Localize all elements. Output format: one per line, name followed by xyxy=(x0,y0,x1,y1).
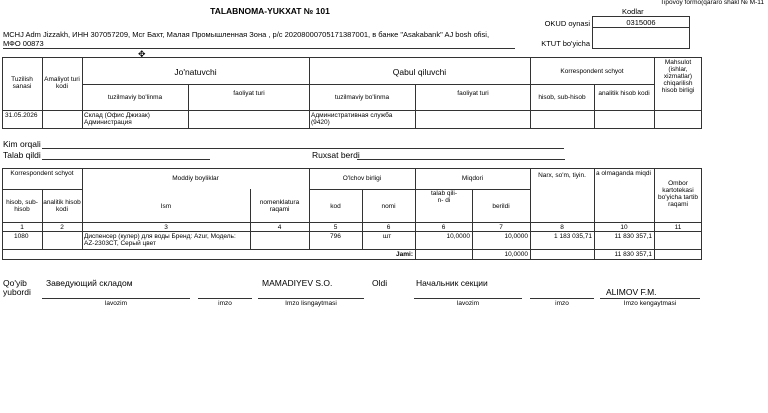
colnum-4: 4 xyxy=(277,224,282,231)
caption-decode-2: Imzo kengaytmasi xyxy=(623,300,677,307)
colnum-8: 8 xyxy=(560,224,564,231)
col2-nomenclature: nomenklatura raqami xyxy=(259,199,300,213)
col2-name: Ism xyxy=(160,203,172,210)
row-date: 31.05.2026 xyxy=(5,112,38,119)
move-cursor-icon: ✥ xyxy=(138,49,146,59)
col-receiver-division: tuzilmaviy bo'linma xyxy=(334,94,390,101)
row-receiver: Административная служба (9420) xyxy=(311,112,393,126)
position-1: Заведующий складом xyxy=(46,278,133,288)
total-issued: 10,0000 xyxy=(504,251,528,258)
col-sender-division: tuzilmaviy bo'linma xyxy=(107,94,163,101)
colnum-1: 1 xyxy=(20,224,24,231)
colnum-6: 6 xyxy=(386,224,391,231)
col-receiver-activity: faoliyat turi xyxy=(457,90,489,97)
col2-price: Narx, so'm, tiyin. xyxy=(538,172,586,179)
col2-issued: berildi xyxy=(492,203,510,210)
organization-line-1: MCHJ Adm Jizzakh, ИНН 307057209, Мсг Бахт, Малая Промышленная Зона , р/с 20208000705171387001, в банке "Asakabank" AJ bosh ofisi, xyxy=(3,30,490,39)
released-by-label: Qo'yib yubordi xyxy=(3,278,31,297)
caption-sign-1: imzo xyxy=(218,300,232,307)
col2-materials: Moddiy boyliklar xyxy=(172,175,219,182)
name-1: MAMADIYEV S.O. xyxy=(262,278,333,288)
row-price: 1 183 035,71 xyxy=(554,233,592,240)
row-issued: 10,0000 xyxy=(504,233,528,240)
col2-unit-name: nomi xyxy=(381,203,396,210)
requested-label: Talab qildi xyxy=(3,150,41,160)
col2-code: kod xyxy=(330,203,341,210)
caption-position-1: lavozim xyxy=(104,300,128,307)
col-correspondent: Korrespondent schyot xyxy=(560,68,624,75)
col2-quantity: Miqdori xyxy=(461,175,484,182)
ktut-label: KTUT bo'yicha xyxy=(541,39,590,48)
colnum-10: 10 xyxy=(620,224,628,231)
col-subaccount: hisob, sub-hisob xyxy=(538,94,586,101)
row-subaccount: 1080 xyxy=(14,233,29,240)
approved-label: Ruxsat berdi xyxy=(312,150,360,160)
row-sum: 11 830 357,1 xyxy=(614,233,652,240)
total-sum: 11 830 357,1 xyxy=(614,251,652,258)
col2-correspondent: Korrespondent schyot xyxy=(10,170,74,177)
row-unit: шт xyxy=(383,233,392,240)
position-2: Начальник секции xyxy=(416,278,488,288)
codes-label: Kodlar xyxy=(622,7,644,16)
through-label: Kim orqali xyxy=(3,139,41,149)
col-date: Tuzilish sanasi xyxy=(11,76,33,90)
col2-analytic: analitik hisob kodi xyxy=(43,199,81,213)
row-sender: Склад (Офис Джизак) Администрация xyxy=(84,112,150,126)
row-requested: 10,0000 xyxy=(446,233,470,240)
col2-measure: O'lchov birligi xyxy=(342,175,382,182)
form-code: Tipovoy formo(qararo shakl № M-11 xyxy=(660,0,764,6)
caption-position-2: lavozim xyxy=(456,300,480,307)
colnum-5: 5 xyxy=(333,224,338,231)
row-item-name: Диспенсер (кулер) для воды Бренд: Azur, Модель: AZ-2303CT, Серый цвет xyxy=(84,233,236,247)
col2-requested: talab qili- n- di xyxy=(430,190,457,204)
total-label: Jami: xyxy=(396,251,413,258)
col-operation-type: Amaliyot turi kodi xyxy=(44,76,80,90)
colnum-6b: 6 xyxy=(441,224,446,231)
row-code: 796 xyxy=(330,233,341,240)
caption-sign-2: imzo xyxy=(555,300,569,307)
document-title: TALABNOMA-YUKXAT № 101 xyxy=(210,6,330,16)
col-sender-activity: faoliyat turi xyxy=(233,90,265,97)
col-sender: Jo'natuvchi xyxy=(174,67,217,77)
okud-label: OKUD oynasi xyxy=(544,19,590,28)
col-receiver: Qabul qiluvchi xyxy=(392,67,447,77)
col2-subaccount: hisob, sub-hisob xyxy=(6,199,38,213)
colnum-2: 2 xyxy=(60,224,64,231)
name-2: ALIMOV F.M. xyxy=(606,287,657,297)
caption-decode-1: Imzo lisngaytmasi xyxy=(285,300,337,307)
col2-card-number: Ombor kartotekasi bo'yicha tartib raqami xyxy=(658,180,698,208)
colnum-11: 11 xyxy=(674,224,682,231)
colnum-7: 7 xyxy=(499,224,503,231)
colnum-3: 3 xyxy=(164,224,168,231)
received-label: Oldi xyxy=(372,278,388,288)
col-analytic-code: analitik hisob kodi xyxy=(598,90,650,97)
okud-value: 0315006 xyxy=(626,18,656,27)
organization-line-2: МФО 00873 xyxy=(3,39,44,48)
col2-sum: a olmaganda miqdi xyxy=(596,170,651,177)
col-output-unit: Mahsulot (ishlar, xizmatlar) chiqarilish hisob birligi xyxy=(661,59,695,94)
